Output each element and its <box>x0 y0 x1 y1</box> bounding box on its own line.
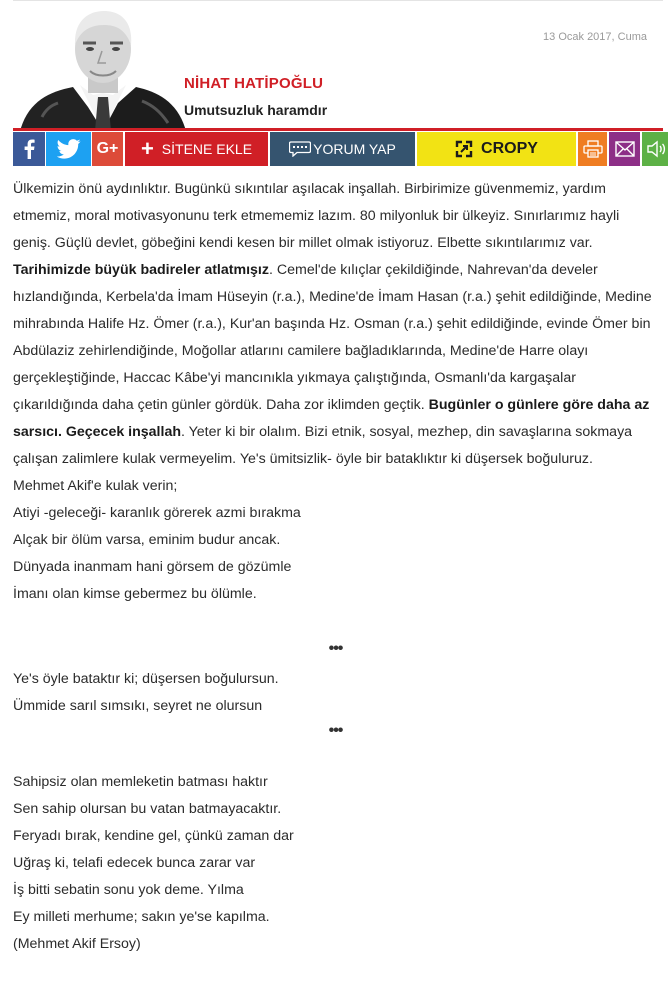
paragraph <box>13 257 658 473</box>
add-to-site-button[interactable] <box>125 132 268 166</box>
print-icon <box>583 140 603 158</box>
poem-line: Atiyi -geleceği- karanlık görerek azmi bırakma <box>13 505 301 521</box>
share-toolbar <box>13 132 663 166</box>
plus-icon: + <box>140 136 154 161</box>
google-plus-icon: G+ <box>96 140 119 157</box>
poem-line: İmanı olan kimse gebermez bu ölümle. <box>13 586 257 602</box>
mail-icon <box>615 141 635 157</box>
publish-date: 13 Ocak 2017, Cuma <box>543 31 647 43</box>
facebook-share-button[interactable] <box>13 132 45 166</box>
poem-line: Feryadı bırak, kendine gel, çünkü zaman dar <box>13 828 294 844</box>
poem-line: Alçak bir ölüm varsa, eminim budur ancak. <box>13 532 281 548</box>
section-separator: ••• <box>328 640 343 657</box>
google-plus-share-button[interactable] <box>92 132 123 166</box>
comment-label: YORUM YAP <box>313 141 396 157</box>
poem-line: Dünyada inanmam hani görsem de gözümle <box>13 559 292 575</box>
mail-button[interactable] <box>609 132 640 166</box>
author-portrait <box>18 7 188 131</box>
facebook-icon <box>22 139 36 159</box>
article-title: Umutsuzluk haramdır <box>184 102 328 118</box>
listen-button[interactable] <box>642 132 668 166</box>
paragraph-text: . Yeter ki bir olalım. Bizi etnik, sosyal, mezhep, din savaşlarına sokmaya çalışan zalimlere kulak vermeyelim. Ye's ümitsizlik- öyle bir bataklıktır ki düşersek boğuluruz. <box>13 424 633 467</box>
poem-line: Ye's öyle bataktır ki; düşersen boğulursun. <box>13 671 279 687</box>
twitter-icon <box>57 139 81 159</box>
section-separator: ••• <box>328 722 343 739</box>
comment-button[interactable] <box>270 132 415 166</box>
spacer <box>13 608 658 635</box>
twitter-share-button[interactable] <box>46 132 91 166</box>
columnist-header <box>13 0 663 131</box>
comment-icon <box>289 141 311 157</box>
poem-line: Sahipsiz olan memleketin batması haktır <box>13 774 268 790</box>
speaker-icon <box>647 140 667 158</box>
cropy-label: CROPY <box>481 140 538 157</box>
print-button[interactable] <box>578 132 607 166</box>
paragraph-text: . Cemel'de kılıçlar çekildiğinde, Nahrevan'da develer hızlandığında, Kerbela'da İmam Hüseyin (r.a.), Medine'de İmam Hasan (r.a.) şehit edildiğinde, Medine mihrabında Halife Hz. Ömer (r.a.), Kur'an başında Hz. Osman (r.a.) şehit edildiğinde, evinde Ömer bin Abdülaziz zehirlendiğinde, Moğollar atlarını camilere bağladıklarında, Medine'de Harre olayı gerçekleştiğinde, Haccac Kâbe'yi mancınıkla yıkmaya çalıştığında, Osmanlı'da kargaşalar çıkarıldığında daha çetin günler gördük. Daha zor iklimden geçtik. <box>13 262 652 413</box>
poem-line: Ey milleti merhume; sakın ye'se kapılma. <box>13 909 270 925</box>
header-divider <box>13 128 663 131</box>
paragraph: Ülkemizin önü aydınlıktır. Bugünkü sıkıntılar aşılacak inşallah. Birbirimize güvenmemiz, yardım etmemiz, moral motivasyonunu terk etmememiz lazım. 80 milyonluk bir ülkeyiz. Sınırlarımız hayli geniş. Güçlü devlet, göbeğini kendi kesen bir millet olmak istiyoruz. Elbette sıkıntılarımız var. <box>13 181 620 251</box>
crop-icon <box>455 140 473 158</box>
poem-line: Uğraş ki, telafi edecek bunca zarar var <box>13 855 256 871</box>
cropy-button[interactable] <box>417 132 576 166</box>
add-to-site-label: SİTENE EKLE <box>161 141 253 157</box>
poem-line: İş bitti sebatin sonu yok deme. Yılma <box>13 882 244 898</box>
bold-phrase: Tarihimizde büyük badireler atlatmışız <box>13 262 269 278</box>
author-name[interactable]: NİHAT HATİPOĞLU <box>184 75 324 92</box>
spacer <box>13 742 658 769</box>
poem-attribution: (Mehmet Akif Ersoy) <box>13 936 141 952</box>
poem-line: Mehmet Akif'e kulak verin; <box>13 478 178 494</box>
article-body <box>13 176 658 958</box>
poem-line: Sen sahip olursan bu vatan batmayacaktır. <box>13 801 282 817</box>
poem-line: Ümmide sarıl sımsıkı, seyret ne olursun <box>13 698 263 714</box>
bold-phrase: Bugünler o günlere göre daha az sarsıcı. Geçecek inşallah <box>13 397 650 440</box>
